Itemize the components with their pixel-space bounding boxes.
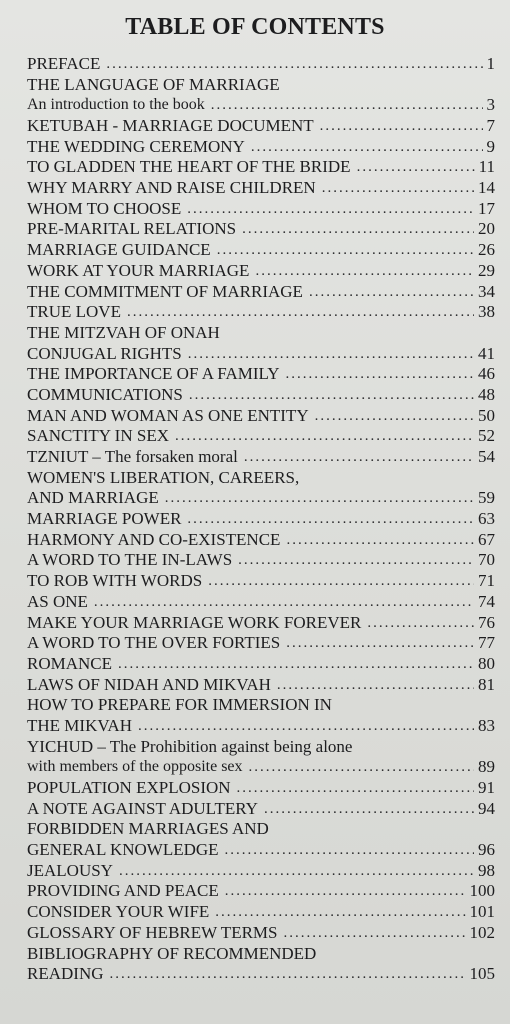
toc-entry [27, 199, 495, 220]
toc-leader-dots [187, 199, 474, 220]
toc-entry [27, 54, 495, 75]
toc-page-number: 100 [469, 881, 495, 901]
toc-entry-title: HARMONY AND CO-EXISTENCE [27, 529, 281, 549]
toc-page-number: 52 [478, 426, 495, 446]
toc-page-number: 94 [478, 798, 495, 818]
toc-leader-dots [225, 840, 474, 861]
toc-entry [27, 302, 495, 323]
toc-leader-dots [283, 923, 465, 944]
toc-entry-title: A NOTE AGAINST ADULTERY [27, 798, 258, 818]
toc-entry-title: WHY MARRY AND RAISE CHILDREN [27, 178, 316, 198]
toc-entry [27, 571, 495, 592]
toc-page-number: 96 [478, 840, 495, 860]
toc-leader-dots [251, 137, 483, 158]
toc-page-number: 11 [478, 157, 495, 177]
toc-leader-dots [165, 488, 474, 509]
toc-entry-title: MARRIAGE POWER [27, 509, 182, 529]
toc-leader-dots [315, 406, 474, 427]
toc-leader-dots [286, 364, 474, 385]
toc-page-number: 20 [478, 219, 495, 239]
toc-entry [27, 344, 495, 365]
toc-page-number: 91 [478, 778, 495, 798]
toc-entry-title: WORK AT YOUR MARRIAGE [27, 260, 250, 280]
toc-entry [27, 923, 495, 944]
toc-leader-dots [244, 447, 474, 468]
toc-entry-title: KETUBAH - MARRIAGE DOCUMENT [27, 116, 314, 136]
toc-page-number: 59 [478, 488, 495, 508]
toc-entry [27, 675, 495, 696]
toc-entry-title: YICHUD – The Prohibition against being alone [27, 736, 353, 756]
toc-leader-dots [188, 344, 474, 365]
toc-page-number: 1 [486, 54, 495, 73]
toc-entry [27, 178, 495, 199]
toc-entry [27, 426, 495, 447]
toc-entry-title: A WORD TO THE IN-LAWS [27, 550, 233, 570]
toc-page-number: 46 [478, 364, 495, 384]
toc-entry [27, 240, 495, 261]
toc-leader-dots [264, 799, 474, 820]
toc-entry [27, 530, 495, 551]
toc-page-number: 7 [486, 116, 495, 136]
toc-entry [27, 902, 495, 923]
toc-page-number: 14 [478, 178, 495, 198]
toc-entry-title: HOW TO PREPARE FOR IMMERSION IN [27, 695, 332, 715]
page-title: TABLE OF CONTENTS [125, 14, 385, 40]
toc-leader-dots [215, 902, 465, 923]
toc-entry-title: THE MIKVAH [27, 716, 132, 735]
toc-entry-title: ROMANCE [27, 653, 113, 673]
toc-page-number: 76 [478, 612, 495, 632]
toc-leader-dots [286, 633, 474, 654]
toc-page-number: 26 [478, 240, 495, 260]
toc-entry-title: BIBLIOGRAPHY OF RECOMMENDED [27, 943, 317, 963]
toc-leader-dots [211, 95, 483, 116]
toc-leader-dots [94, 592, 474, 613]
toc-entry [27, 509, 495, 530]
toc-page-number: 41 [478, 343, 495, 363]
toc-entry-title: THE COMMITMENT OF MARRIAGE [27, 281, 303, 301]
toc-entry [27, 323, 495, 344]
toc-leader-dots [208, 571, 474, 592]
toc-entry-title: TO ROB WITH WORDS [27, 571, 203, 591]
toc-entry [27, 157, 495, 178]
toc-entry-title: TZNIUT – The forsaken moral [27, 447, 238, 467]
toc-entry [27, 964, 495, 985]
toc-leader-dots [106, 54, 482, 75]
toc-page-number: 74 [478, 591, 495, 611]
toc-entry [27, 944, 495, 965]
toc-leader-dots [286, 530, 474, 551]
toc-leader-dots [127, 302, 474, 323]
toc-entry [27, 633, 495, 654]
toc-entry [27, 385, 495, 406]
toc-leader-dots [189, 385, 474, 406]
toc-page-number: 98 [478, 860, 495, 880]
toc-entry [27, 406, 495, 427]
toc-entry [27, 613, 495, 634]
toc-entry-title: PREFACE [27, 54, 101, 73]
toc-page-number: 3 [486, 95, 495, 115]
toc-entry [27, 861, 495, 882]
toc-page-number: 9 [486, 136, 495, 156]
toc-entry-title: THE WEDDING CEREMONY [27, 136, 245, 156]
toc-entry-title: GLOSSARY OF HEBREW TERMS [27, 922, 278, 942]
toc-entry [27, 695, 495, 716]
toc-entry [27, 551, 495, 572]
toc-entry-title: LAWS OF NIDAH AND MIKVAH [27, 674, 271, 694]
toc-page-number: 80 [478, 653, 495, 673]
toc-entry [27, 778, 495, 799]
toc-leader-dots [187, 509, 474, 530]
table-of-contents [27, 54, 495, 985]
toc-page-number: 38 [478, 302, 495, 322]
toc-entry-title: PROVIDING AND PEACE [27, 881, 219, 901]
toc-entry [27, 592, 495, 613]
toc-entry [27, 840, 495, 861]
toc-leader-dots [277, 675, 474, 696]
toc-leader-dots [249, 757, 474, 778]
toc-entry-title: SANCTITY IN SEX [27, 426, 169, 446]
toc-entry-title: CONJUGAL RIGHTS [27, 343, 182, 363]
toc-entry [27, 95, 495, 116]
toc-leader-dots [357, 157, 475, 178]
toc-entry-title: CONSIDER YOUR WIFE [27, 902, 210, 922]
toc-entry [27, 75, 495, 96]
toc-entry-title: THE IMPORTANCE OF A FAMILY [27, 364, 280, 384]
toc-entry-title: with members of the opposite sex [27, 758, 243, 776]
toc-entry [27, 447, 495, 468]
toc-entry-title: FORBIDDEN MARRIAGES AND [27, 819, 269, 839]
toc-page-number: 48 [478, 385, 495, 404]
toc-page-number: 83 [478, 716, 495, 735]
toc-page-number: 89 [478, 757, 495, 777]
toc-page-number: 50 [478, 405, 495, 425]
toc-entry-title: An introduction to the book [27, 96, 205, 114]
toc-page-number: 67 [478, 529, 495, 549]
toc-leader-dots [225, 882, 466, 903]
toc-leader-dots [242, 220, 474, 241]
toc-page-number: 29 [478, 260, 495, 280]
toc-leader-dots [309, 282, 474, 303]
toc-entry-title: READING [27, 964, 104, 984]
toc-entry [27, 654, 495, 675]
toc-entry-title: WOMEN'S LIBERATION, CAREERS, [27, 467, 300, 487]
toc-leader-dots [322, 178, 474, 199]
toc-entry-title: MAN AND WOMAN AS ONE ENTITY [27, 405, 309, 425]
toc-entry-title: PRE-MARITAL RELATIONS [27, 219, 237, 239]
toc-page-number: 77 [478, 633, 495, 653]
toc-leader-dots [175, 426, 474, 447]
toc-entry [27, 137, 495, 158]
toc-leader-dots [237, 778, 474, 799]
toc-leader-dots [367, 613, 474, 634]
toc-entry-title: AND MARRIAGE [27, 488, 159, 508]
toc-leader-dots [119, 861, 474, 882]
toc-entry [27, 468, 495, 489]
toc-leader-dots [110, 964, 466, 985]
toc-entry-title: A WORD TO THE OVER FORTIES [27, 633, 281, 653]
toc-leader-dots [320, 116, 483, 137]
toc-entry [27, 364, 495, 385]
toc-entry [27, 716, 495, 737]
toc-entry-title: POPULATION EXPLOSION [27, 778, 231, 798]
toc-entry-title: TRUE LOVE [27, 302, 121, 322]
toc-entry [27, 488, 495, 509]
toc-entry [27, 819, 495, 840]
toc-entry-title: THE MITZVAH OF ONAH [27, 322, 220, 342]
toc-leader-dots [238, 551, 474, 572]
toc-leader-dots [217, 240, 474, 261]
toc-page-number: 105 [469, 964, 495, 984]
toc-entry-title: COMMUNICATIONS [27, 385, 183, 404]
toc-entry [27, 261, 495, 282]
toc-page-number: 54 [478, 447, 495, 467]
toc-page-number: 17 [478, 198, 495, 218]
toc-leader-dots [118, 654, 474, 675]
toc-page-number: 101 [469, 902, 495, 922]
toc-entry [27, 116, 495, 137]
toc-entry-title: THE LANGUAGE OF MARRIAGE [27, 74, 280, 94]
toc-entry [27, 220, 495, 241]
toc-page-number: 71 [478, 571, 495, 591]
toc-entry [27, 737, 495, 758]
toc-page-number: 63 [478, 509, 495, 529]
toc-page-number: 70 [478, 550, 495, 570]
toc-entry-title: GENERAL KNOWLEDGE [27, 840, 219, 860]
toc-entry-title: WHOM TO CHOOSE [27, 198, 182, 218]
toc-entry [27, 799, 495, 820]
toc-page-number: 81 [478, 674, 495, 694]
toc-entry-title: AS ONE [27, 591, 88, 611]
toc-leader-dots [138, 716, 474, 737]
toc-page-number: 102 [469, 922, 495, 942]
toc-leader-dots [255, 261, 474, 282]
toc-entry-title: TO GLADDEN THE HEART OF THE BRIDE [27, 157, 351, 177]
toc-entry-title: JEALOUSY [27, 860, 113, 880]
toc-entry-title: MAKE YOUR MARRIAGE WORK FOREVER [27, 612, 362, 632]
toc-page-number: 34 [478, 281, 495, 301]
toc-entry [27, 882, 495, 903]
toc-entry [27, 282, 495, 303]
toc-entry-title: MARRIAGE GUIDANCE [27, 240, 211, 260]
toc-entry [27, 757, 495, 778]
